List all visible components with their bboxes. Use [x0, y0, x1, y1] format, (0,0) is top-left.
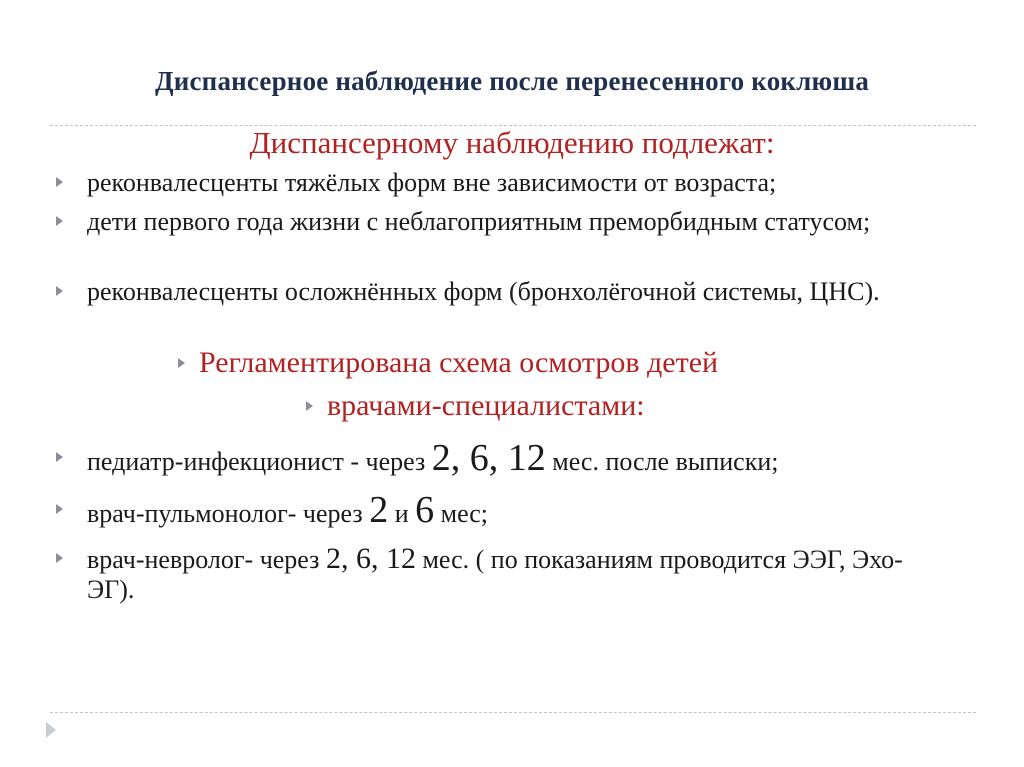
schedule-heading-text: Регламентирована схема осмотров детей — [199, 346, 719, 379]
triangle-right-icon — [46, 722, 56, 738]
list-item-text — [87, 437, 779, 479]
bullet-arrow-icon — [178, 358, 185, 368]
bullet-arrow-icon — [306, 401, 313, 411]
list-item-pulmonologist — [56, 489, 961, 531]
exam-specialist: врач-пульмонолог- через — [87, 499, 370, 528]
exam-intervals: 2, 6, 12 — [431, 437, 546, 479]
bottom-divider — [50, 712, 976, 713]
schedule-heading-text: врачами-специалистами: — [327, 389, 645, 422]
list-item — [56, 168, 961, 198]
list-item-text — [87, 544, 946, 605]
exam-conjunction: и — [388, 499, 416, 528]
exam-suffix: мес. ( по показаниям проводится ЭЭГ, Эхо-ЭГ). — [87, 545, 903, 604]
bullet-arrow-icon — [56, 504, 63, 514]
exam-intervals: 2, 6, 12 — [325, 542, 416, 575]
list-item — [56, 277, 961, 307]
bullet-arrow-icon — [56, 216, 63, 226]
list-item-text: дети первого года жизни с неблагоприятным преморбидным статусом; — [87, 207, 871, 236]
bullet-arrow-icon — [56, 452, 63, 462]
slide-title: Диспансерное наблюдение после перенесенного коклюша — [154, 66, 870, 96]
exam-suffix: мес. после выписки; — [545, 447, 779, 476]
list-item-text: реконвалесценты осложнённых форм (бронхолёгочной системы, ЦНС). — [87, 277, 880, 306]
bullet-arrow-icon — [56, 553, 63, 563]
exam-interval-2: 6 — [415, 489, 435, 531]
list-item — [56, 207, 936, 237]
list-item-text — [87, 489, 489, 531]
exam-suffix: мес; — [434, 499, 489, 528]
schedule-heading-line-1 — [178, 347, 718, 379]
list-item-neurologist — [56, 544, 946, 605]
exam-interval-1: 2 — [369, 489, 389, 531]
exam-specialist: педиатр-инфекционист - через — [87, 447, 432, 476]
subheading: Диспансерному наблюдению подлежат: — [249, 125, 775, 160]
list-item-pediatrician — [56, 437, 961, 479]
list-item-text: реконвалесценты тяжёлых форм вне зависимости от возраста; — [87, 168, 777, 197]
bullet-arrow-icon — [56, 286, 63, 296]
bullet-arrow-icon — [56, 177, 63, 187]
schedule-heading-line-2 — [306, 390, 645, 422]
exam-specialist: врач-невролог- через — [87, 545, 326, 574]
